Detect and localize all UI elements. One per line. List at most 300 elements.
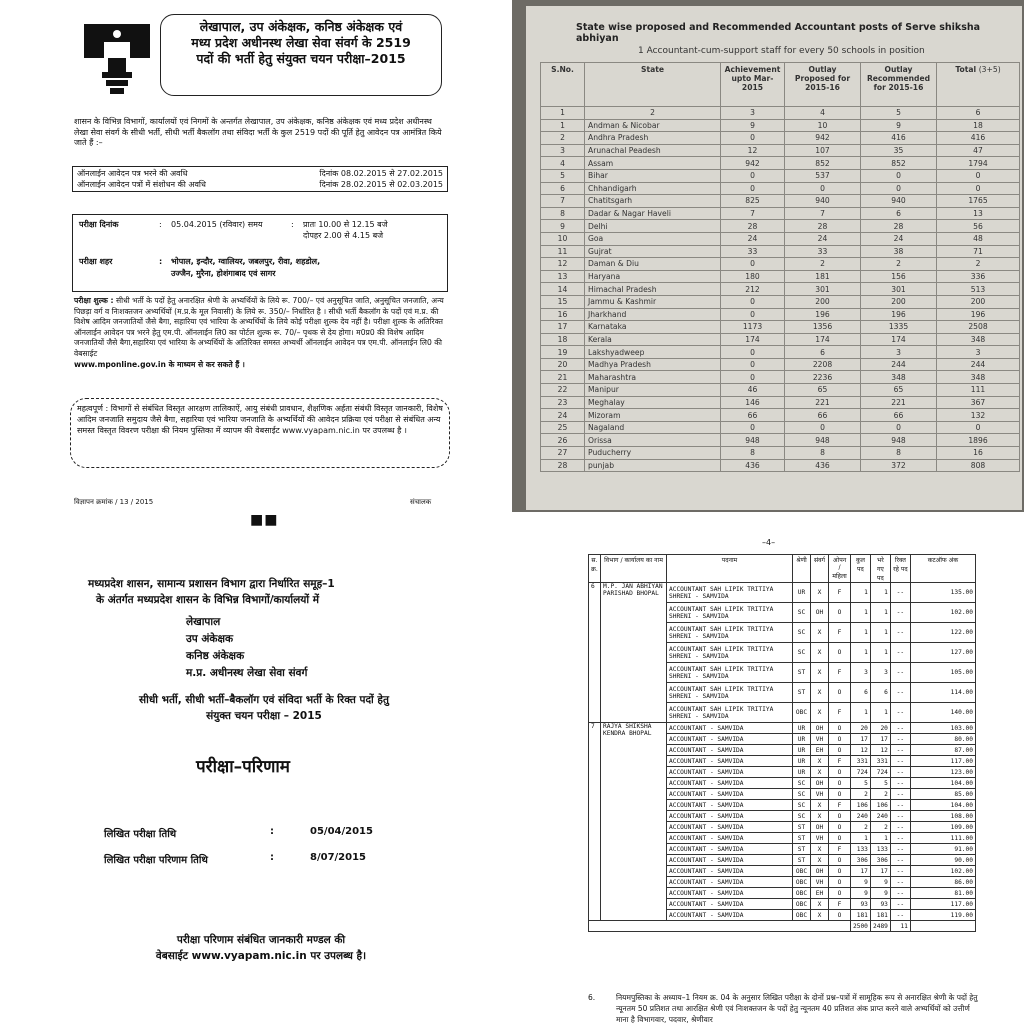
table-row <box>541 434 1020 447</box>
table-cell: 28 <box>785 220 861 233</box>
fee-section <box>74 296 446 370</box>
table-cell: 948 <box>721 434 785 447</box>
table-cell: 196 <box>861 308 937 321</box>
table-cell: 111 <box>937 384 1020 397</box>
table-cell: O <box>829 811 851 822</box>
table-cell: 23 <box>541 396 585 409</box>
table-cell: 174 <box>785 333 861 346</box>
posts-table-header <box>589 555 976 583</box>
table-row <box>541 384 1020 397</box>
table-cell: F <box>829 844 851 855</box>
table-cell: 0 <box>861 169 937 182</box>
post-name-cell: ACCOUNTANT - SAMVIDA <box>667 767 793 778</box>
table-cell: 35 <box>861 144 937 157</box>
result-heading: परीक्षा–परिणाम <box>196 757 290 777</box>
exam-date-value: 05/04/2015 <box>310 826 373 837</box>
table-cell: OBC <box>793 866 811 877</box>
table-cell: 90.00 <box>910 855 975 866</box>
state-name-cell: Gujrat <box>585 245 721 258</box>
table-cell: SC <box>793 643 811 663</box>
table-cell: 196 <box>937 308 1020 321</box>
table-cell: 10 <box>785 119 861 132</box>
state-name-cell: Jammu & Kashmir <box>585 295 721 308</box>
table-cell: SC <box>793 789 811 800</box>
table-cell: OBC <box>793 888 811 899</box>
col-header-outlay-proposed: Outlay Proposed for 2015-16 <box>785 63 861 107</box>
table-cell: 133 <box>851 844 871 855</box>
post-name-cell: ACCOUNTANT SAH LIPIK TRITIYA SHRENI - SAMVIDA <box>667 583 793 603</box>
post-item: कनिष्ठ अंकेक्षक <box>186 650 245 662</box>
table-cell: X <box>811 583 829 603</box>
col-header-outlay-recommended: Outlay Recommended for 2015-16 <box>861 63 937 107</box>
table-cell: 1 <box>870 643 890 663</box>
table-cell: 24 <box>785 232 861 245</box>
post-item: लेखापाल <box>186 616 221 628</box>
paper-sheet <box>526 6 1022 510</box>
col-header-cadre: संवर्ग <box>811 555 829 583</box>
table-cell: X <box>811 756 829 767</box>
post-name-cell: ACCOUNTANT - SAMVIDA <box>667 844 793 855</box>
table-cell: 336 <box>937 270 1020 283</box>
table-cell: O <box>829 822 851 833</box>
post-item: म.प्र. अधीनस्थ लेखा सेवा संवर्ग <box>186 667 308 679</box>
totals-blank <box>589 921 851 932</box>
state-name-cell: Meghalay <box>585 396 721 409</box>
table-cell: 306 <box>870 855 890 866</box>
table-cell: -- <box>890 703 910 723</box>
table-cell: 93 <box>851 899 871 910</box>
table-cell: 10 <box>541 232 585 245</box>
result-info-line-2: वेबसाईट www.vyapam.nic.in पर उपलब्ध है। <box>155 950 367 962</box>
table-cell: X <box>811 643 829 663</box>
table-cell: -- <box>890 833 910 844</box>
table-cell: -- <box>890 745 910 756</box>
post-name-cell: ACCOUNTANT - SAMVIDA <box>667 822 793 833</box>
state-name-cell: Mizoram <box>585 409 721 422</box>
table-cell: 12 <box>851 745 871 756</box>
table-row <box>541 283 1020 296</box>
table-row <box>541 270 1020 283</box>
vyapam-logo-icon <box>82 16 152 98</box>
table-row <box>541 321 1020 334</box>
table-cell: 80.00 <box>910 734 975 745</box>
result-subheading-line-1: सीधी भर्ती, सीधी भर्ती–बैकलॉग एवं संविदा भर्ती के रिक्त पदों हेतु <box>139 694 389 706</box>
table-cell: -- <box>890 888 910 899</box>
table-row <box>541 157 1020 170</box>
table-cell: 1 <box>851 643 871 663</box>
table-cell: EH <box>811 745 829 756</box>
table-cell: -- <box>890 866 910 877</box>
table-cell: -- <box>890 910 910 921</box>
table-cell: 107 <box>785 144 861 157</box>
post-name-cell: ACCOUNTANT - SAMVIDA <box>667 910 793 921</box>
state-name-cell: Haryana <box>585 270 721 283</box>
post-name-cell: ACCOUNTANT - SAMVIDA <box>667 855 793 866</box>
table-cell: 537 <box>785 169 861 182</box>
state-name-cell: Dadar & Nagar Haveli <box>585 207 721 220</box>
fee-label: परीक्षा शुल्क : <box>74 296 114 305</box>
table-cell: 1 <box>870 623 890 643</box>
table-cell: 105.00 <box>910 663 975 683</box>
table-cell: 1 <box>870 583 890 603</box>
table-cell: 416 <box>937 132 1020 145</box>
exam-date-label: परीक्षा दिनांक <box>79 220 119 229</box>
table-cell: 4 <box>541 157 585 170</box>
table-cell: 117.00 <box>910 756 975 767</box>
table-cell: 104.00 <box>910 778 975 789</box>
table-cell: 940 <box>785 195 861 208</box>
table-cell: 348 <box>861 371 937 384</box>
table-cell: 181 <box>785 270 861 283</box>
table-cell: 2508 <box>937 321 1020 334</box>
table-cell: 109.00 <box>910 822 975 833</box>
table-cell: 93 <box>870 899 890 910</box>
table-cell: X <box>811 811 829 822</box>
table-cell: UR <box>793 734 811 745</box>
department-cell: RAJYA SHIKSHA KENDRA BHOPAL <box>601 723 667 921</box>
result-notice-panel <box>0 512 512 1024</box>
table-cell: 1765 <box>937 195 1020 208</box>
table-cell: 18 <box>541 333 585 346</box>
table-cell: 436 <box>785 459 861 472</box>
apply-period-value: दिनांक 08.02.2015 से 27.02.2015 <box>319 169 443 178</box>
table-cell: 117.00 <box>910 899 975 910</box>
page-marker: ■■ <box>250 512 279 528</box>
state-table-body <box>541 107 1020 472</box>
table-cell: 724 <box>870 767 890 778</box>
col-header-total-label: Total <box>955 65 977 74</box>
table-cell: -- <box>890 583 910 603</box>
state-name-cell: Andman & Nicobar <box>585 119 721 132</box>
col-header-total-note: (3+5) <box>978 65 1001 74</box>
table-cell: 20 <box>541 358 585 371</box>
table-row <box>541 295 1020 308</box>
table-cell: 140.00 <box>910 703 975 723</box>
intro-text: शासन के विभिन्न विभागों, कार्यालयों एवं निगमों के अन्तर्गत लेखापाल, उप अंकेक्षक, कनिष्ठ अंकेक्षक एवं मध्य प्रदेश अधीनस्थ लेखा सेवा संवर्ग के सीधी भर्ती, सीधी भर्ती बैकलॉग तथा संविदा भर्ती के कुल 2519 पदों की पूर्ति हेतु आवेदन पत्र आमंत्रित किये जाते हैं :– <box>74 117 442 147</box>
table-row <box>541 447 1020 460</box>
table-cell: OBC <box>793 899 811 910</box>
table-cell: 2 <box>870 789 890 800</box>
post-name-cell: ACCOUNTANT SAH LIPIK TRITIYA SHRENI - SAMVIDA <box>667 603 793 623</box>
table-cell: 71 <box>937 245 1020 258</box>
state-table-panel <box>512 0 1024 512</box>
col-num: 4 <box>785 107 861 120</box>
exam-date-row <box>104 826 404 840</box>
table-cell: 6 <box>861 207 937 220</box>
table-row <box>541 396 1020 409</box>
table-cell: 9 <box>870 888 890 899</box>
col-header-total <box>937 63 1020 107</box>
table-cell: O <box>829 723 851 734</box>
exam-date-section: परीक्षा दिनांक : 05.04.2015 (रविवार) समय : प्रातः 10.00 से 12.15 बजे दोपहर 2.00 से 4.15 बजे <box>72 214 448 252</box>
exam-date-value: 05.04.2015 (रविवार) समय <box>171 220 263 229</box>
col-header-total-posts: कुल पद <box>851 555 871 583</box>
table-cell: 1 <box>541 119 585 132</box>
table-cell: 156 <box>861 270 937 283</box>
table-cell: 24 <box>861 232 937 245</box>
table-cell: O <box>829 789 851 800</box>
totals-blank <box>910 921 975 932</box>
state-name-cell: Lakshyadweep <box>585 346 721 359</box>
col-header-category: श्रेणी <box>793 555 811 583</box>
table-cell: OH <box>811 778 829 789</box>
page-number: –4– <box>762 538 776 547</box>
colon: : <box>270 826 274 837</box>
table-cell: -- <box>890 643 910 663</box>
table-cell: 0 <box>721 308 785 321</box>
table-row <box>541 308 1020 321</box>
state-name-cell: Himachal Pradesh <box>585 283 721 296</box>
table-cell: 0 <box>721 295 785 308</box>
table-cell: -- <box>890 822 910 833</box>
post-name-cell: ACCOUNTANT - SAMVIDA <box>667 734 793 745</box>
post-list <box>186 614 307 682</box>
table-cell: 3 <box>937 346 1020 359</box>
table-row <box>541 207 1020 220</box>
table-cell: O <box>829 888 851 899</box>
result-info <box>116 932 406 964</box>
table-cell: X <box>811 855 829 866</box>
exam-time-afternoon: दोपहर 2.00 से 4.15 बजे <box>303 231 384 240</box>
table-cell: 180 <box>721 270 785 283</box>
mponline-link[interactable]: www.mponline.gov.in के माध्यम से कर सकते हैं । <box>74 359 245 369</box>
table-cell: 1896 <box>937 434 1020 447</box>
table-cell: O <box>829 877 851 888</box>
post-name-cell: ACCOUNTANT SAH LIPIK TRITIYA SHRENI - SAMVIDA <box>667 623 793 643</box>
table-cell: X <box>811 703 829 723</box>
table-row <box>541 258 1020 271</box>
post-name-cell: ACCOUNTANT - SAMVIDA <box>667 899 793 910</box>
serial-number-cell: 7 <box>589 723 601 921</box>
table-cell: 200 <box>785 295 861 308</box>
table-cell: 808 <box>937 459 1020 472</box>
table-cell: 7 <box>721 207 785 220</box>
table-cell: 0 <box>721 421 785 434</box>
table-row <box>541 144 1020 157</box>
table-cell: SC <box>793 800 811 811</box>
table-cell: 9 <box>851 888 871 899</box>
table-cell: O <box>829 833 851 844</box>
col-number-row <box>541 107 1020 120</box>
table-cell: 0 <box>785 421 861 434</box>
state-name-cell: Chhandigarh <box>585 182 721 195</box>
table-cell: 16 <box>937 447 1020 460</box>
state-name-cell: punjab <box>585 459 721 472</box>
table-cell: O <box>829 603 851 623</box>
table-cell: 8 <box>721 447 785 460</box>
table-cell: O <box>829 866 851 877</box>
table-cell: 948 <box>861 434 937 447</box>
table-cell: F <box>829 583 851 603</box>
table-cell: 9 <box>721 119 785 132</box>
table-cell: 20 <box>870 723 890 734</box>
table-cell: 221 <box>861 396 937 409</box>
table-cell: 0 <box>721 371 785 384</box>
state-name-cell: Daman & Diu <box>585 258 721 271</box>
post-name-cell: ACCOUNTANT - SAMVIDA <box>667 800 793 811</box>
table-cell: 1 <box>851 583 871 603</box>
post-item: उप अंकेक्षक <box>186 633 234 645</box>
table-cell: 102.00 <box>910 866 975 877</box>
post-name-cell: ACCOUNTANT - SAMVIDA <box>667 723 793 734</box>
table-cell: 1173 <box>721 321 785 334</box>
result-info-line-1: परीक्षा परिणाम संबंधित जानकारी मण्डल की <box>176 934 346 946</box>
state-name-cell: Manipur <box>585 384 721 397</box>
posts-table <box>588 554 976 932</box>
table-row <box>541 358 1020 371</box>
table-cell: O <box>829 767 851 778</box>
table-cell: F <box>829 899 851 910</box>
table-cell: OBC <box>793 703 811 723</box>
table-cell: X <box>811 899 829 910</box>
table-cell: 16 <box>541 308 585 321</box>
state-name-cell: Maharashtra <box>585 371 721 384</box>
table-cell: 17 <box>851 734 871 745</box>
table-cell: 2 <box>937 258 1020 271</box>
table-cell: 65 <box>785 384 861 397</box>
posts-table-body <box>589 583 976 932</box>
table-cell: 27 <box>541 447 585 460</box>
table-cell: 174 <box>721 333 785 346</box>
table-row <box>541 245 1020 258</box>
state-name-cell: Andhra Pradesh <box>585 132 721 145</box>
col-num: 5 <box>861 107 937 120</box>
table-cell: VH <box>811 789 829 800</box>
table-cell: 133 <box>870 844 890 855</box>
table-row <box>541 195 1020 208</box>
table-row <box>589 583 976 603</box>
table-cell: 66 <box>861 409 937 422</box>
result-subheading <box>84 692 444 724</box>
table-cell: F <box>829 623 851 643</box>
table-cell: SC <box>793 623 811 643</box>
table-row <box>541 409 1020 422</box>
exam-city-section: परीक्षा शहर : भोपाल, इन्दौर, ग्वालियर, जबलपुर, रीवा, शहडोल, उज्जैन, मुरैना, होशंगाबाद एवं सागर <box>72 252 448 292</box>
table-cell: 0 <box>721 169 785 182</box>
table-cell: X <box>811 800 829 811</box>
table-cell: 28 <box>721 220 785 233</box>
table-cell: X <box>811 623 829 643</box>
table-cell: 196 <box>785 308 861 321</box>
table-cell: OH <box>811 866 829 877</box>
state-name-cell: Goa <box>585 232 721 245</box>
table-cell: 372 <box>861 459 937 472</box>
table-cell: 17 <box>870 866 890 877</box>
footnote-number: 6. <box>588 993 596 1002</box>
table-cell: 3 <box>851 663 871 683</box>
table-cell: 0 <box>785 182 861 195</box>
advertisement-panel <box>0 0 512 512</box>
table-cell: 7 <box>541 195 585 208</box>
table-cell: 181 <box>851 910 871 921</box>
post-name-cell: ACCOUNTANT - SAMVIDA <box>667 778 793 789</box>
table-cell: 948 <box>785 434 861 447</box>
table-cell: -- <box>890 855 910 866</box>
table-cell: SC <box>793 603 811 623</box>
table-cell: O <box>829 745 851 756</box>
table-cell: 221 <box>785 396 861 409</box>
table-cell: OH <box>811 723 829 734</box>
table-cell: 56 <box>937 220 1020 233</box>
table-cell: 38 <box>861 245 937 258</box>
title-line-2: मध्य प्रदेश अधीनस्थ लेखा सेवा संवर्ग के 2519 <box>191 35 411 50</box>
table-cell: 15 <box>541 295 585 308</box>
table-cell: 1794 <box>937 157 1020 170</box>
col-header-department: विभाग / कार्यालय का नाम <box>601 555 667 583</box>
table-cell: 0 <box>721 132 785 145</box>
post-name-cell: ACCOUNTANT - SAMVIDA <box>667 789 793 800</box>
table-cell: 119.00 <box>910 910 975 921</box>
table-cell: -- <box>890 789 910 800</box>
table-cell: O <box>829 778 851 789</box>
table-cell: 6 <box>785 346 861 359</box>
table-cell: 301 <box>861 283 937 296</box>
table-row <box>541 220 1020 233</box>
table-cell: 2 <box>785 258 861 271</box>
table-cell: 367 <box>937 396 1020 409</box>
table-cell: -- <box>890 723 910 734</box>
table-cell: 22 <box>541 384 585 397</box>
table-cell: 1 <box>870 703 890 723</box>
total-cell: 2500 <box>851 921 871 932</box>
table-cell: 3 <box>861 346 937 359</box>
table-cell: X <box>811 683 829 703</box>
state-name-cell: Puducherry <box>585 447 721 460</box>
table-cell: 5 <box>851 778 871 789</box>
post-name-cell: ACCOUNTANT - SAMVIDA <box>667 745 793 756</box>
table-cell: 0 <box>937 421 1020 434</box>
table-cell: OH <box>811 603 829 623</box>
table-cell: 244 <box>937 358 1020 371</box>
edit-period-value: दिनांक 28.02.2015 से 02.03.2015 <box>319 179 443 189</box>
table-cell: 331 <box>870 756 890 767</box>
post-name-cell: ACCOUNTANT SAH LIPIK TRITIYA SHRENI - SAMVIDA <box>667 703 793 723</box>
table-cell: 940 <box>861 195 937 208</box>
table-row <box>541 333 1020 346</box>
col-header-post: पदनाम <box>667 555 793 583</box>
title-line-1: लेखापाल, उप अंकेक्षक, कनिष्ठ अंकेक्षक एवं <box>199 19 403 34</box>
table-row <box>541 182 1020 195</box>
table-cell: F <box>829 663 851 683</box>
state-name-cell: Karnataka <box>585 321 721 334</box>
table-cell: UR <box>793 767 811 778</box>
table-cell: 8 <box>785 447 861 460</box>
state-name-cell: Orissa <box>585 434 721 447</box>
table-cell: OBC <box>793 877 811 888</box>
table-cell: 0 <box>721 358 785 371</box>
table-cell: O <box>829 643 851 663</box>
result-date-value: 8/07/2015 <box>310 852 367 863</box>
table-cell: 28 <box>861 220 937 233</box>
table-cell: -- <box>890 683 910 703</box>
table-cell: 114.00 <box>910 683 975 703</box>
table-cell: 436 <box>721 459 785 472</box>
table-cell: 12 <box>541 258 585 271</box>
table-cell: UR <box>793 745 811 756</box>
table-cell: 12 <box>870 745 890 756</box>
table-cell: 1 <box>851 623 871 643</box>
post-name-cell: ACCOUNTANT - SAMVIDA <box>667 756 793 767</box>
table-cell: 240 <box>870 811 890 822</box>
table-cell: 348 <box>937 333 1020 346</box>
table-cell: 87.00 <box>910 745 975 756</box>
table-cell: UR <box>793 723 811 734</box>
table-cell: ST <box>793 844 811 855</box>
table-cell: 2236 <box>785 371 861 384</box>
table-cell: 28 <box>541 459 585 472</box>
table-cell: 0 <box>721 346 785 359</box>
col-header-vacant-posts: रिक्त रहे पद <box>890 555 910 583</box>
